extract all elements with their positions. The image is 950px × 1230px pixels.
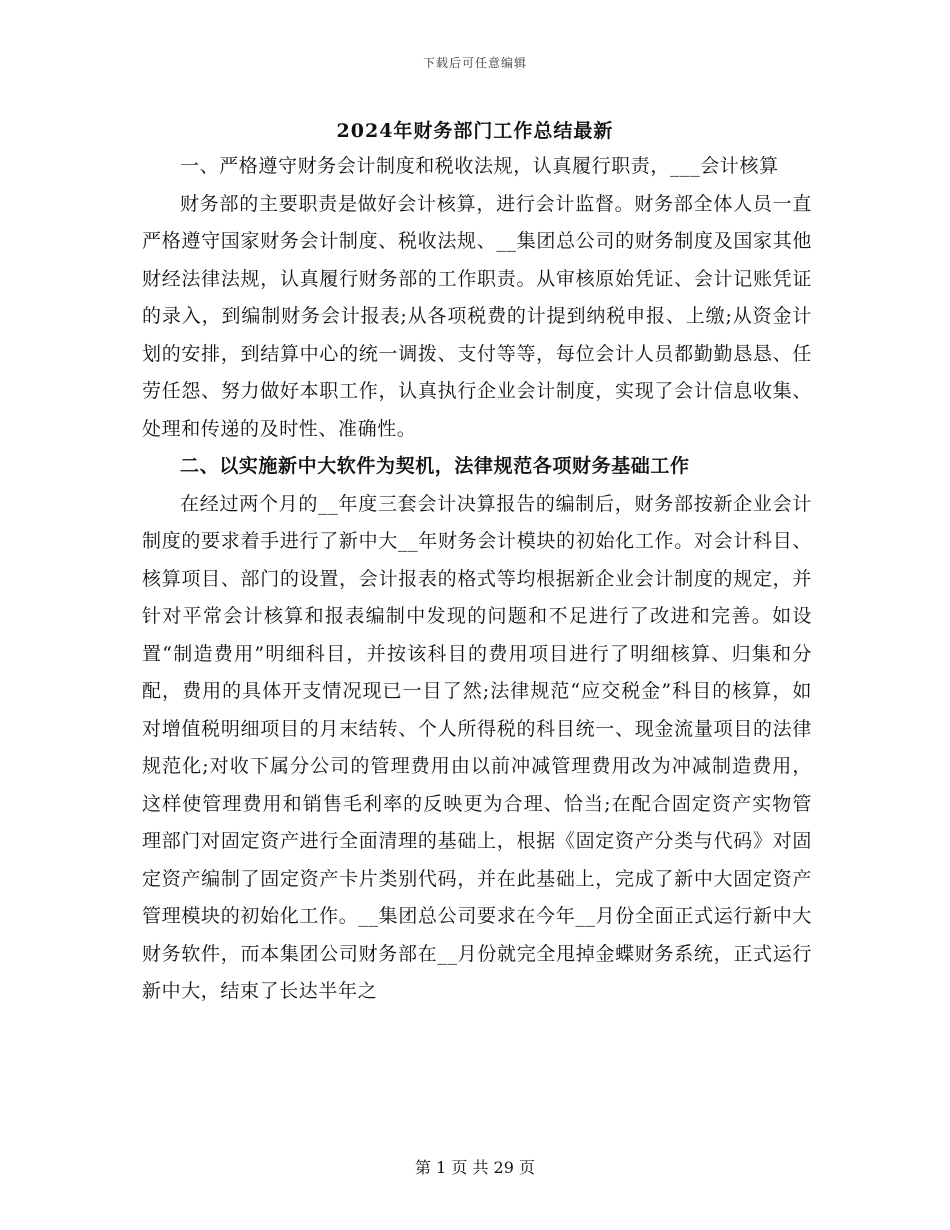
body-paragraph-1: 财务部的主要职责是做好会计核算，进行会计监督。财务部全体人员一直严格遵守国家财务会计制度、税收法规、__集团总公司的财务制度及国家其他财经法律法规，认真履行财务部的工作职责。从审核原始凭证、会计记账凭证的录入，到编制财务会计报表;从各项税费的计提到纳税申报、上缴;从资金计划的安排，到结算中心的统一调拨、支付等等，每位会计人员都勤勤恳恳、任劳任怨、努力做好本职工作，认真执行企业会计制度，实现了会计信息收集、处理和传递的及时性、准确性。 xyxy=(142,192,812,440)
section-heading-2: 二、以实施新中大软件为契机，法律规范各项财务基础工作 xyxy=(180,455,690,477)
section-heading-1: 一、严格遵守财务会计制度和税收法规，认真履行职责，___会计核算 xyxy=(180,155,779,177)
body-paragraph-2: 在经过两个月的__年度三套会计决算报告的编制后，财务部按新企业会计制度的要求着手进行了新中大__年财务会计模块的初始化工作。对会计科目、核算项目、部门的设置，会计报表的格式等均根据新企业会计制度的规定，并针对平常会计核算和报表编制中发现的问题和不足进行了改进和完善。如设置“制造费用”明细科目，并按该科目的费用项目进行了明细核算、归集和分配，费用的具体开支情况现已一目了然;法律规范“应交税金”科目的核算，如对增值税明细项目的月末结转、个人所得税的科目统一、现金流量项目的法律规范化;对收下属分公司的管理费用由以前冲减管理费用改为冲减制造费用，这样使管理费用和销售毛利率的反映更为合理、恰当;在配合固定资产实物管理部门对固定资产进行全面清理的基础上，根据《固定资产分类与代码》对固定资产编制了固定资产卡片类别代码，并在此基础上，完成了新中大固定资产管理模块的初始化工作。__集团总公司要求在今年__月份全面正式运行新中大财务软件，而本集团公司财务部在__月份就完全甩掉金蝶财务系统，正式运行新中大，结束了长达半年之 xyxy=(142,492,812,1002)
document-title: 2024年财务部门工作总结最新 xyxy=(336,120,614,142)
document-body xyxy=(142,148,812,1011)
page-number: 第 1 页 共 29 页 xyxy=(415,1158,535,1177)
header-note: 下载后可任意编辑 xyxy=(422,56,527,70)
